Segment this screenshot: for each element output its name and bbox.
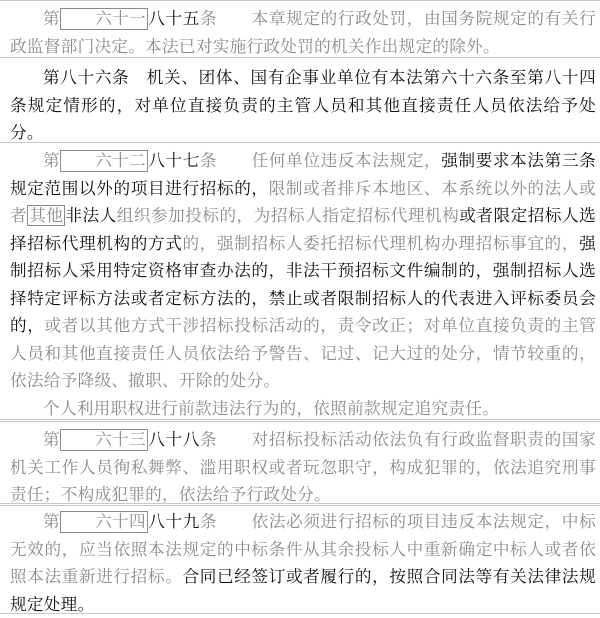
article-suffix: 条 <box>199 151 218 170</box>
text-old-segment: 任何单位违反本法规定， <box>251 151 442 170</box>
article-88 <box>0 421 600 506</box>
article-body-new: 合同已经签订或者履行的，按照合同法等有关法律法规规定处理。 <box>10 567 597 614</box>
article-85-paragraph <box>10 5 596 60</box>
article-prefix: 第 <box>43 9 61 28</box>
text-new-segment: 或者限定招标人选择招标代理机构的方式 <box>10 206 596 253</box>
article-suffix: 条 <box>199 512 218 531</box>
article-87-paragraph-2: 个人利用职权进行前款违法行为的，依照前款规定追究责任。 <box>43 398 500 418</box>
new-article-number: 八十八 <box>147 430 200 449</box>
article-prefix: 第 <box>43 512 61 531</box>
deleted-text: 其他 <box>29 206 64 225</box>
text-new-segment: 强制招标人采用特定资格审查办法的，非法干预招标文件编制的，强制招标人选择特定评标方法或者定标方法的，禁止或者限制招标人的代表进入评标委员会的， <box>10 233 596 335</box>
new-article-number: 八十九 <box>147 512 200 531</box>
text-old-segment: 限制或者排斥本地区、本系统以外的法人或者 <box>10 178 596 225</box>
article-88-paragraph <box>10 426 596 509</box>
article-86-paragraph: 第八十六条 机关、团体、国有企事业单位有本法第六十六条至第八十四条规定情形的，对单位直接负责的主管人员和其他直接责任人员依法给予处分。 <box>10 68 596 142</box>
article-89 <box>0 503 600 614</box>
deleted-article-number: 六十三 <box>60 429 148 451</box>
article-85 <box>0 0 600 58</box>
text-new-segment: 强制要求本法第三条规定范围以外的项目进行招标的， <box>10 151 596 198</box>
text-old-segment: 或者以其他方式干涉招标投标活动的，责令改正；对单位直接负责的主管人员和其他直接责任人员依法给予警告、记过、记大过的处分，情节较重的，依法给予降级、撤职、开除的处分。 <box>10 316 596 390</box>
article-body-old: 对招标投标活动依法负有行政监督职责的国家机关工作人员徇私舞弊、滥用职权或者玩忽职守，构成犯罪的，依法追究刑事责任；不构成犯罪的，依法给予行政处分。 <box>10 430 596 504</box>
deleted-article-number: 六十四 <box>60 511 148 533</box>
article-87-paragraph-1 <box>10 147 596 395</box>
text-new-segment: 非法人 <box>65 206 117 225</box>
deleted-article-number: 六十一 <box>60 8 148 30</box>
article-87 <box>0 142 600 420</box>
text-old-segment: 组织参加投标的，为招标人指定招标代理机构 <box>116 206 460 225</box>
deleted-article-number: 六十二 <box>60 150 148 172</box>
new-article-number: 八十七 <box>147 151 200 170</box>
article-prefix: 第 <box>43 430 61 449</box>
text-old-segment: 的，强制招标人委托招标代理机构办理招标事宜的， <box>182 233 580 253</box>
article-prefix: 第 <box>43 151 61 170</box>
article-suffix: 条 <box>199 9 218 28</box>
article-86 <box>0 60 600 145</box>
new-article-number: 八十五 <box>147 9 200 28</box>
article-89-paragraph <box>10 508 596 618</box>
article-suffix: 条 <box>199 430 218 449</box>
article-body-old: 依法必须进行招标的项目违反本法规定，中标无效的，应当依照本法规定的中标条件从其余投标人中重新确定中标人或者依照本法重新进行招标。 <box>10 512 596 586</box>
article-body-old: 本章规定的行政处罚，由国务院规定的有关行政监督部门决定。本法已对实施行政处罚的机关作出规定的除外。 <box>10 9 596 56</box>
